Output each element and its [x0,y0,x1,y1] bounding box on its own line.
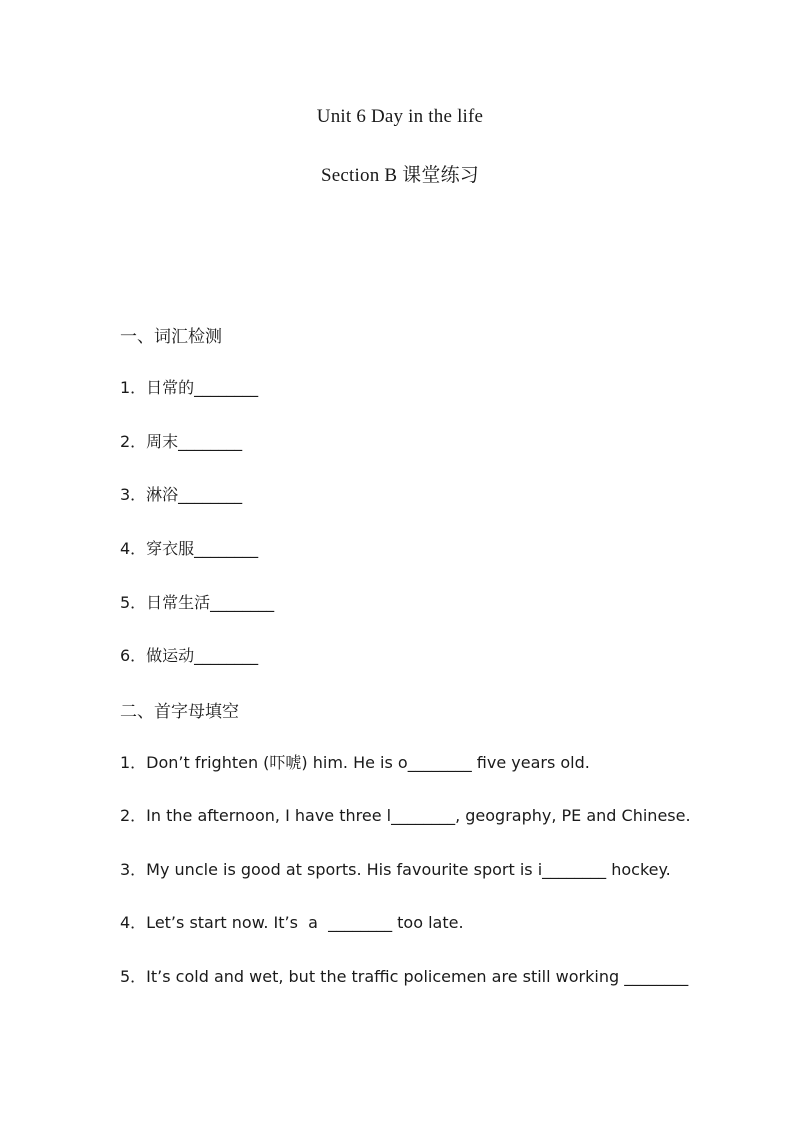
fill-item-2: 2．In the afternoon, I have three l________, geography, PE and Chinese. [120,806,691,825]
page-subtitle: Section B 课堂练习 [321,165,479,186]
vocab-item-6: 6．做运动________ [120,646,259,665]
page-title: Unit 6 Day in the life [316,106,484,127]
vocab-item-1: 1．日常的________ [120,378,259,397]
fill-item-4: 4．Let’s start now. It’s a ________ too late. [120,913,464,932]
fill-item-1: 1．Don’t frighten (吓唬) him. He is o________ five years old. [120,753,590,772]
section-heading-fill-blank: 二、首字母填空 [120,702,239,722]
vocab-item-3: 3．淋浴________ [120,485,243,504]
vocab-item-2: 2．周末________ [120,432,243,451]
vocab-item-4: 4．穿衣服________ [120,539,259,558]
section-heading-vocabulary: 一、词汇检测 [120,327,222,347]
fill-item-3: 3．My uncle is good at sports. His favourite sport is i________ hockey. [120,860,671,879]
vocab-item-5: 5．日常生活________ [120,593,275,612]
fill-item-5: 5．It’s cold and wet, but the traffic policemen are still working ________ [120,967,689,986]
